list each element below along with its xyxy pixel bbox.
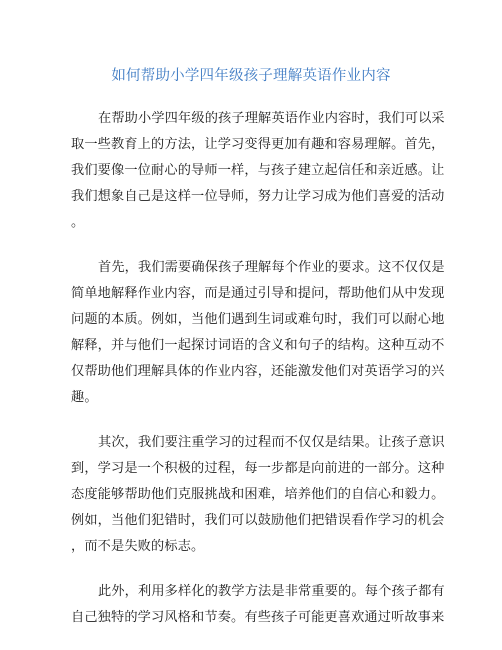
paragraph-line: 在帮助小学四年级的孩子理解英语作业内容时，我们可以采: [98, 111, 445, 126]
paragraph-line: 解释，并与他们一起探讨词语的含义和句子的结构。这种互动不: [71, 338, 445, 353]
paragraph-line: 其次，我们要注重学习的过程而不仅仅是结果。让孩子意识: [98, 435, 445, 450]
paragraph-3: [71, 430, 445, 560]
paragraph-line: 此外，利用多样化的教学方法是非常重要的。每个孩子都有: [98, 584, 445, 599]
paragraph-2: [71, 255, 445, 411]
paragraph-line: 自己独特的学习风格和节奏。有些孩子可能更喜欢通过听故事来: [71, 610, 445, 625]
paragraph-4: [71, 579, 445, 631]
paragraph-line: 态度能够帮助他们克服挑战和困难，培养他们的自信心和毅力。: [71, 487, 445, 502]
document-body: [71, 106, 445, 650]
paragraph-line: 我们想象自己是这样一位导师，努力让学习成为他们喜爱的活动: [71, 189, 445, 204]
paragraph-line: 我们要像一位耐心的导师一样，与孩子建立起信任和亲近感。让: [71, 163, 445, 178]
paragraph-line: 趣。: [71, 390, 98, 405]
paragraph-1: [71, 106, 445, 236]
paragraph-line: ，而不是失败的标志。: [71, 539, 205, 554]
paragraph-line: 取一些教育上的方法，让学习变得更加有趣和容易理解。首先，: [71, 137, 445, 152]
paragraph-line: 仅帮助他们理解具体的作业内容，还能激发他们对英语学习的兴: [71, 364, 445, 379]
paragraph-line: 到，学习是一个积极的过程，每一步都是向前进的一部分。这种: [71, 461, 445, 476]
paragraph-line: 问题的本质。例如，当他们遇到生词或难句时，我们可以耐心地: [71, 312, 445, 327]
paragraph-line: 。: [71, 215, 85, 230]
paragraph-line: 首先，我们需要确保孩子理解每个作业的要求。这不仅仅是: [98, 260, 445, 275]
paragraph-line: 例如，当他们犯错时，我们可以鼓励他们把错误看作学习的机会: [71, 513, 445, 528]
document-title: 如何帮助小学四年级孩子理解英语作业内容: [111, 68, 391, 84]
paragraph-line: 简单地解释作业内容，而是通过引导和提问，帮助他们从中发现: [71, 286, 445, 301]
